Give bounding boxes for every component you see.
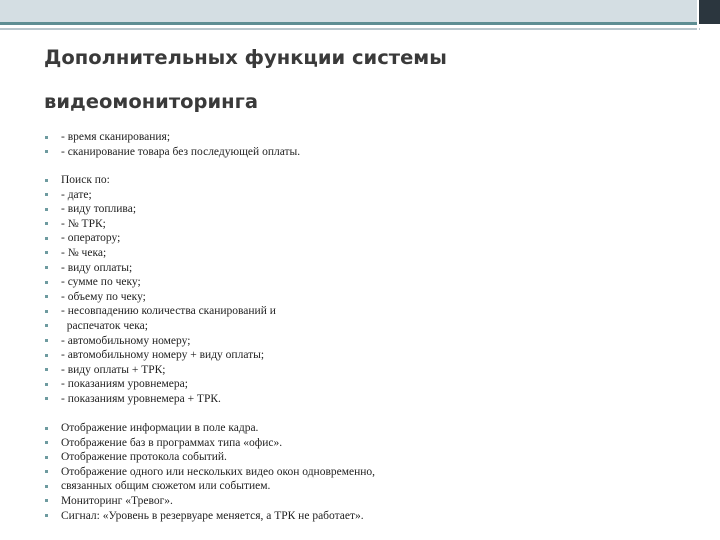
bullet-group-display [0, 421, 375, 523]
list-item [0, 509, 375, 524]
bullet-square-icon [45, 150, 48, 153]
list-item-text: - объему по чеку; [61, 290, 146, 303]
bullet-square-icon [45, 354, 48, 357]
list-item [0, 217, 276, 232]
list-item [0, 450, 375, 465]
bullet-square-icon [45, 427, 48, 430]
list-item-text: Отображение баз в программах типа «офис». [61, 436, 283, 449]
list-item [0, 494, 375, 509]
list-item [0, 479, 375, 494]
list-item-text: Отображение информации в поле кадра. [61, 422, 259, 434]
bullet-square-icon [45, 281, 48, 284]
bullet-group-search [0, 173, 276, 407]
header-band [0, 0, 720, 24]
bullet-square-icon [45, 266, 48, 269]
bullet-square-icon [45, 485, 48, 488]
header-accent-stripe [0, 22, 697, 25]
list-item-text: Отображение одного или нескольких видео окон одновременно, [61, 465, 376, 478]
list-item-text: - сумме по чеку; [61, 276, 141, 289]
bullet-square-icon [45, 310, 48, 313]
bullet-square-icon [45, 222, 48, 225]
list-item-text: - дате; [61, 188, 92, 201]
list-item-text: связанных общим сюжетом или событием. [61, 480, 271, 493]
bullet-square-icon [45, 136, 48, 139]
list-item [0, 334, 276, 349]
list-item [0, 392, 276, 407]
bullet-square-icon [45, 339, 48, 342]
list-item-text: - виду оплаты; [61, 261, 133, 274]
list-item [0, 319, 276, 334]
bullet-square-icon [45, 324, 48, 327]
list-item [0, 421, 375, 436]
bullet-square-icon [45, 397, 48, 400]
list-item-text: - показаниям уровнемера; [61, 378, 188, 391]
list-item [0, 275, 276, 290]
bullet-square-icon [45, 251, 48, 254]
bullet-square-icon [45, 179, 48, 182]
list-item-text: - время сканирования; [61, 131, 171, 143]
list-item-text: распечаток чека; [61, 319, 148, 332]
bullet-square-icon [45, 368, 48, 371]
list-item-text: - несовпадению количества сканирований и [61, 305, 276, 318]
list-item [0, 188, 276, 203]
list-item-text: Мониторинг «Тревог». [61, 494, 173, 507]
header-corner-block [697, 0, 720, 24]
list-item [0, 465, 375, 480]
list-item [0, 290, 276, 305]
list-item [0, 436, 375, 451]
list-item [0, 145, 300, 160]
header-divider-line [0, 28, 700, 30]
list-item [0, 130, 300, 145]
bullet-square-icon [45, 441, 48, 444]
list-item-text: - виду топлива; [61, 203, 137, 216]
list-item-text: Отображение протокола событий. [61, 451, 227, 464]
bullet-square-icon [45, 456, 48, 459]
bullet-square-icon [45, 208, 48, 211]
bullet-square-icon [45, 193, 48, 196]
list-item [0, 304, 276, 319]
list-item [0, 173, 276, 188]
slide-title-line-2: видеомониторинга [44, 90, 258, 113]
list-item-text: - виду оплаты + ТРК; [61, 363, 166, 376]
list-item-text: - автомобильному номеру + виду оплаты; [61, 349, 265, 362]
list-item [0, 377, 276, 392]
slide-title-line-1: Дополнительных функции системы [44, 46, 447, 69]
bullet-square-icon [45, 383, 48, 386]
list-item-text: - оператору; [61, 232, 121, 245]
right-vertical-divider [697, 0, 699, 540]
bullet-group-scanning [0, 130, 300, 159]
list-item [0, 261, 276, 276]
list-item [0, 246, 276, 261]
list-item [0, 348, 276, 363]
list-item-text: - № чека; [61, 246, 107, 259]
list-item-text: - автомобильному номеру; [61, 334, 191, 347]
list-item [0, 231, 276, 246]
list-item-text: - показаниям уровнемера + ТРК. [61, 392, 221, 405]
list-item-text: - № ТРК; [61, 217, 106, 230]
bullet-square-icon [45, 295, 48, 298]
list-item [0, 363, 276, 378]
bullet-square-icon [45, 237, 48, 240]
bullet-square-icon [45, 499, 48, 502]
list-item-text: Поиск по: [61, 174, 110, 186]
list-item-text: Сигнал: «Уровень в резервуаре меняется, а ТРК не работает». [61, 509, 364, 522]
list-item-text: - сканирование товара без последующей оплаты. [61, 145, 301, 158]
bullet-square-icon [45, 470, 48, 473]
slide-title [44, 36, 674, 124]
bullet-square-icon [45, 514, 48, 517]
list-item [0, 202, 276, 217]
